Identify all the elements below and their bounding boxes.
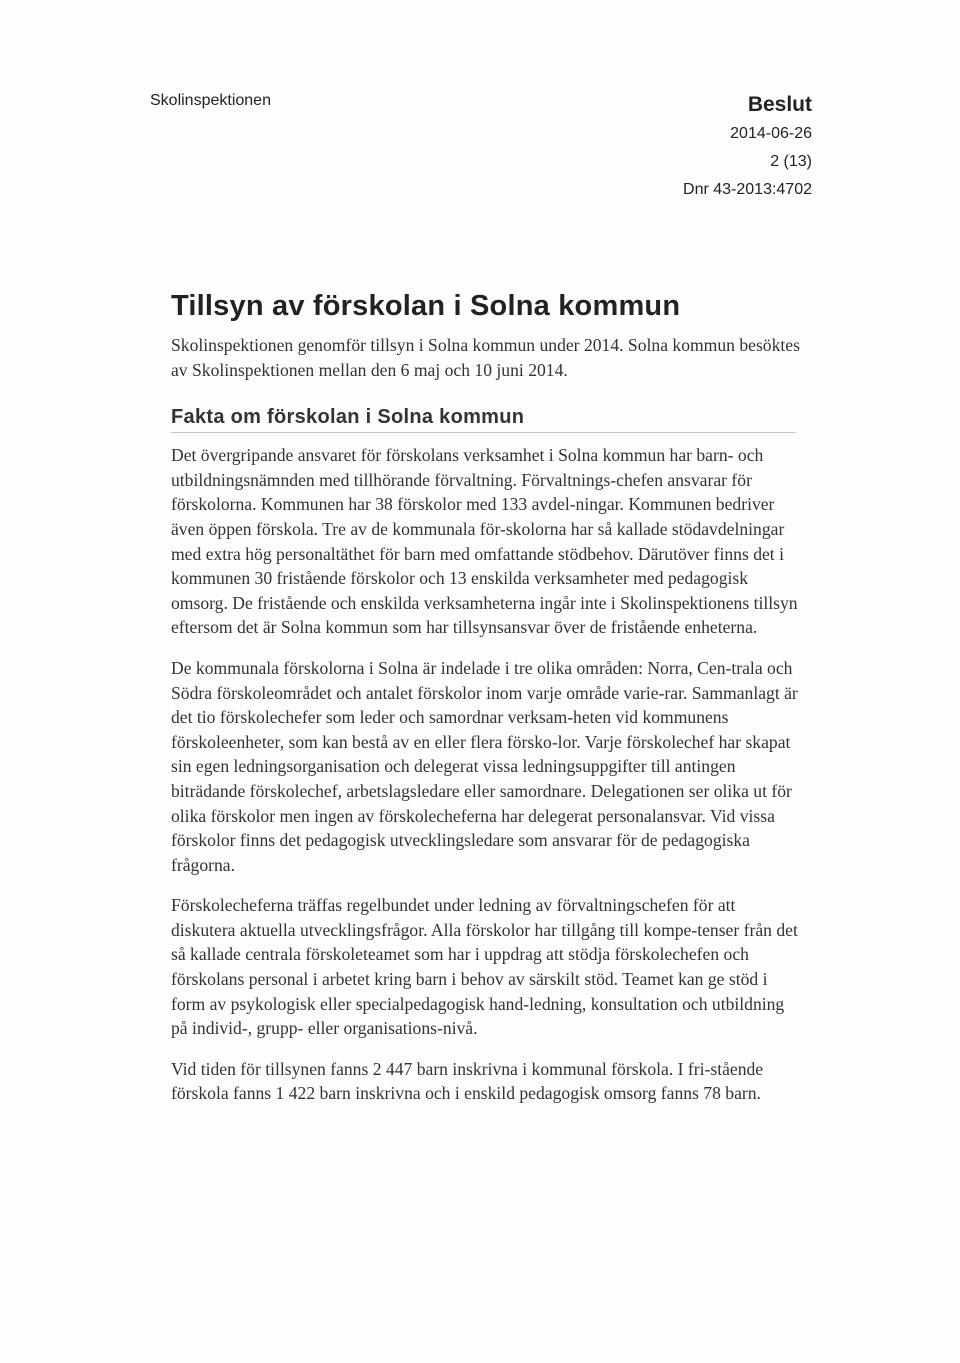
intro-paragraph: Skolinspektionen genomför tillsyn i Solna kommun under 2014. Solna kommun besöktes av Skolinspektionen mellan den 6 maj och 10 juni 2014.: [171, 335, 800, 380]
document-body: [171, 290, 801, 1122]
body-paragraph: Det övergripande ansvaret för förskolans verksamhet i Solna kommun har barn- och utbildningsnämnden med tillhörande förvaltning. Förvaltnings-chefen ansvarar för förskolorna. Kommunen har 38 förskolor med 133 avdel-ningar. Kommunen bedriver även öppen förskola. Tre av de kommunala för-skolorna har så kallade stödavdelningar med extra hög personaltäthet för barn med omfattande stödbehov. Därutöver finns det i kommunen 30 fristående förskolor och 13 enskilda verksamheter med pedagogisk omsorg. De fristående och enskilda verksamheterna ingår inte i Skolinspektionens tillsyn eftersom det är Solna kommun som har tillsynsansvar över de fristående enheterna.: [171, 445, 798, 638]
body-paragraph: Vid tiden för tillsynen fanns 2 447 barn inskrivna i kommunal förskola. I fri-stående förskola fanns 1 422 barn inskrivna och i enskild pedagogisk omsorg fanns 78 barn.: [171, 1058, 764, 1104]
diary-number: Dnr 43-2013:4702: [683, 181, 812, 198]
body-paragraph: Förskolecheferna träffas regelbundet under ledning av förvaltningschefen för att diskutera aktuella utvecklingsfrågor. Alla förskolor har tillgång till kompe-tenser från det så kallade centrala förskoleteamet som har i uppdrag att stödja förskolechefen och förskolans personal i arbetet kring barn i behov av särskilt stöd. Teamet kan ge stöd i form av psykologisk eller specialpedagogisk hand-ledning, konsultation och utbildning på individ-, grupp- eller organisations-nivå.: [171, 895, 798, 1039]
document-date: 2014-06-26: [730, 125, 812, 142]
document-meta: [683, 90, 812, 204]
body-paragraph: De kommunala förskolorna i Solna är indelade i tre olika områden: Norra, Cen-trala och Södra förskoleområdet och antalet förskolor inom varje område varie-rar. Sammanlagt är det tio förskolechefer som leder och samordnar verksam-heten vid kommunens förskoleenheter, som kan bestå av en eller flera försko-lor. Varje förskolechef har skapat sin egen ledningsorganisation och delegerat vissa ledningsuppgifter till antingen biträdande förskolechef, arbetslagsledare eller samordnare. Delegationen ser olika ut för olika förskolor men ingen av förskolecheferna har delegerat personalansvar. Vid vissa förskolor finns det pedagogisk utvecklingsledare som ansvarar för de pedagogiska frågorna.: [171, 657, 798, 875]
page-title: Tillsyn av förskolan i Solna kommun: [171, 290, 681, 322]
organization-name: Skolinspektionen: [150, 92, 271, 109]
page-number: 2 (13): [770, 153, 812, 170]
section-heading: Fakta om förskolan i Solna kommun: [171, 406, 796, 433]
document-type: Beslut: [747, 93, 812, 116]
